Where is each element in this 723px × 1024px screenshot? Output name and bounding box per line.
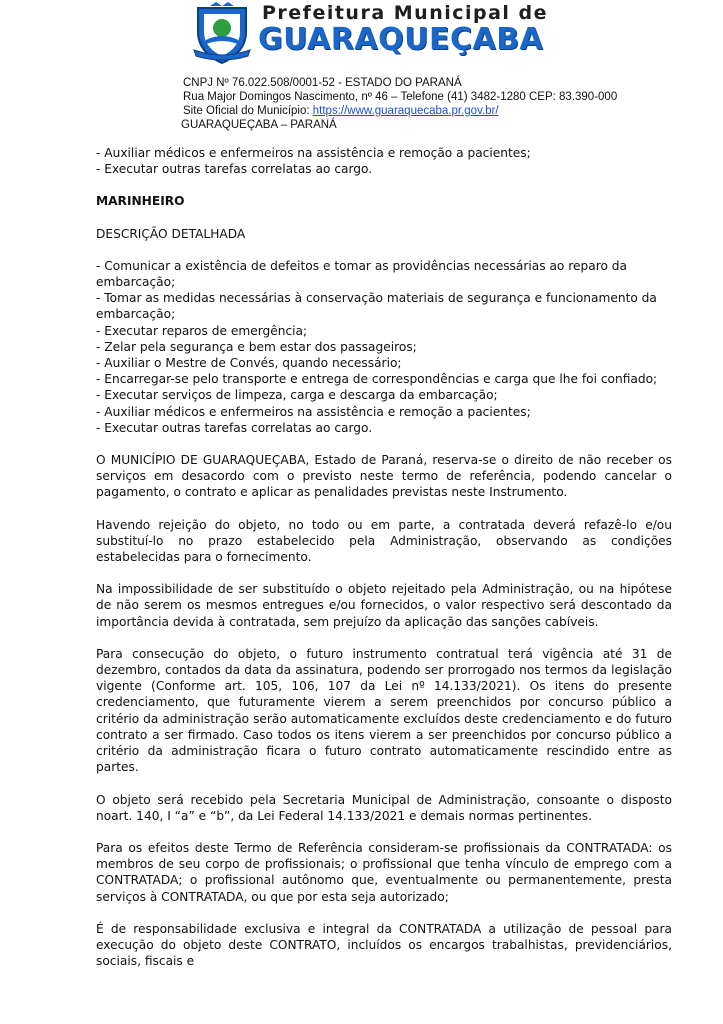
section-subtitle: DESCRIÇÃO DETALHADA	[96, 226, 246, 241]
paragraph: Para os efeitos deste Termo de Referência consideram-se profissionais da CONTRATADA: os membros de seu corpo de profissionais; o profissional que tenha vínculo de emprego com a CONTRATADA; o profissional autônomo que, eventualmente ou permanentemente, presta serviços à CONTRATADA, ou que por esta seja autorizado;	[96, 840, 672, 904]
letterhead	[0, 0, 723, 135]
paragraph: O MUNICÍPIO DE GUARAQUEÇABA, Estado de Paraná, reserva-se o direito de não receber os serviços em desacordo com o previsto neste termo de referência, podendo cancelar o pagamento, o contrato e aplicar as penalidades previstas neste Instrumento.	[96, 453, 672, 500]
list-item: - Zelar pela segurança e bem estar dos passageiros;	[96, 339, 417, 354]
city-name: GUARAQUEÇABA	[258, 22, 544, 57]
municipal-coat-of-arms-logo	[190, 2, 254, 66]
list-item: - Auxiliar médicos e enfermeiros na assistência e remoção a pacientes;	[96, 404, 531, 419]
document-body	[96, 145, 672, 969]
site-label: Site Oficial do Município:	[183, 105, 313, 117]
paragraph: Para consecução do objeto, o futuro instrumento contratual terá vigência até 31 de dezembro, contados da data da assinatura, podendo ser prorrogado nos termos da legislação vigente (Conforme art. 105, 106, 107 da Lei nº 14.133/2021). Os itens do presente credenciamento, que futuramente vierem a serem preenchidos por concurso público a critério da administração serão automaticamente excluídos deste credenciamento e do futuro contrato a ser firmado. Caso todos os itens vierem a ser preenchidos por concurso público a critério da administração ficara o futuro contrato automaticamente rescindido entre as partes.	[96, 646, 672, 775]
paragraph: Na impossibilidade de ser substituído o objeto rejeitado pela Administração, ou na hipótese de não serem os mesmos entregues e/ou fornecidos, o valor respectivo será descontado da importância devida à contratada, sem prejuízo da aplicação das sanções cabíveis.	[96, 582, 672, 629]
prefeitura-title: Prefeitura Municipal de	[262, 2, 549, 24]
paragraph: O objeto será recebido pela Secretaria Municipal de Administração, consoante o disposto noart. 140, I “a” e “b”, da Lei Federal 14.133/2021 e demais normas pertinentes.	[96, 792, 672, 823]
list-item: - Executar serviços de limpeza, carga e descarga da embarcação;	[96, 388, 498, 403]
list-item: - Auxiliar médicos e enfermeiros na assistência e remoção a pacientes;	[96, 146, 531, 160]
location-line: GUARAQUEÇABA – PARANÁ	[181, 119, 337, 131]
cnpj-line: CNPJ Nº 76.022.508/0001-52 - ESTADO DO PARANÁ	[183, 77, 462, 89]
list-item: - Tomar as medidas necessárias à conservação materiais de segurança e funcionamento da embarcação;	[96, 291, 657, 322]
list-item: - Encarregar-se pelo transporte e entrega de correspondências e carga que lhe foi confiado;	[96, 372, 658, 387]
list-item: - Executar outras tarefas correlatas ao cargo.	[96, 420, 373, 435]
site-link[interactable]: https://www.guaraquecaba.pr.gov.br/	[312, 105, 499, 117]
list-item: - Executar outras tarefas correlatas ao cargo.	[96, 162, 373, 177]
address-line: Rua Major Domingos Nascimento, nº 46 – Telefone (41) 3482-1280 CEP: 83.390-000	[183, 91, 618, 103]
list-item: - Comunicar a existência de defeitos e tomar as providências necessárias ao reparo da embarcação;	[96, 258, 627, 290]
list-item: - Executar reparos de emergência;	[96, 323, 308, 338]
paragraph: É de responsabilidade exclusiva e integral da CONTRATADA a utilização de pessoal para execução do objeto deste CONTRATO, incluídos os encargos trabalhistas, previdenciários, sociais, fiscais e	[96, 921, 672, 969]
section-title: MARINHEIRO	[96, 194, 185, 209]
paragraph: Havendo rejeição do objeto, no todo ou em parte, a contratada deverá refazê-lo e/ou substituí-lo no prazo estabelecido pela Administração, observando as condições estabelecidas para o fornecimento.	[96, 517, 672, 565]
list-item: - Auxiliar o Mestre de Convés, quando necessário;	[96, 356, 402, 371]
site-line	[183, 105, 499, 117]
